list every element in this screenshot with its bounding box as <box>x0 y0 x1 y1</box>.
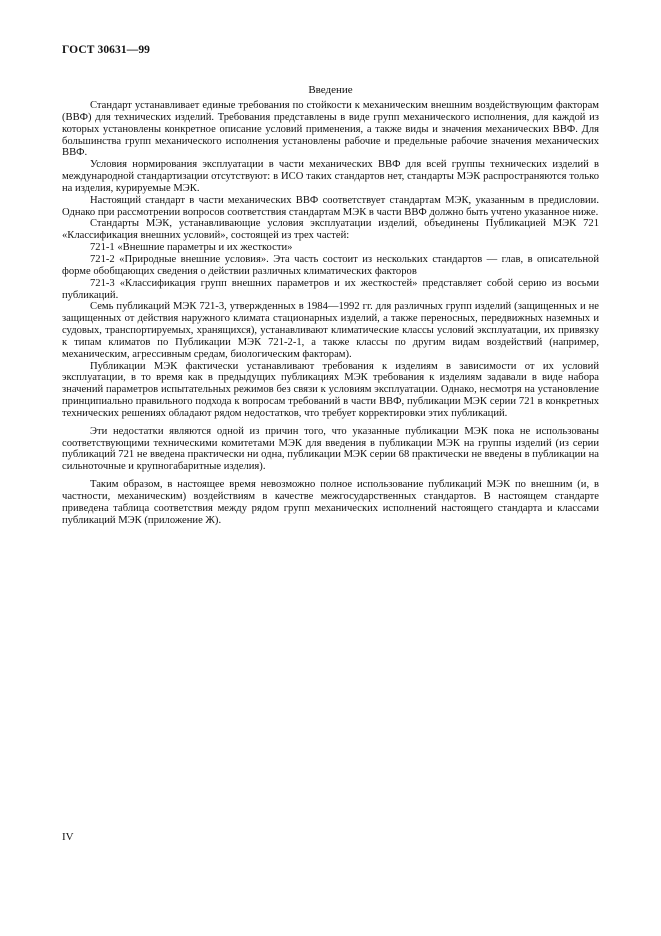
paragraph: Эти недостатки являются одной из причин того, что указанные публикации МЭК пока не использованы соответствующими техническими комитетами МЭК для введения в публикации МЭК на группы изделий (из серии публикаций 721 не введена практически ни одна, публикации МЭК серии 68 практически не введены в публикации на сильноточные и крупногабаритные изделия). <box>62 425 599 473</box>
page-number: IV <box>62 831 74 843</box>
paragraph: Настоящий стандарт в части механических ВВФ соответствует стандартам МЭК, указанным в предисловии. Однако при рассмотрении вопросов соответствия стандартам МЭК в части ВВФ должно быть учтено указанное ниже. <box>62 194 599 218</box>
paragraph: Семь публикаций МЭК 721-3, утвержденных в 1984—1992 гг. для различных групп изделий (защищенных и не защищенных от действия наружного климата стационарных изделий, а также переносных, передвижных наземных и судовых, транспортируемых, хранящихся), устанавливают климатические классы условий эксплуатации, их привязку к типам климатов по Публикации МЭК 721-2-1, а также классы по другим видам воздействий (например, механическим, агрессивным средам, биологическим факторам). <box>62 301 599 360</box>
document-code: ГОСТ 30631—99 <box>62 44 151 56</box>
paragraph: 721-1 «Внешние параметры и их жесткости» <box>90 242 293 254</box>
body-text <box>62 100 599 527</box>
paragraph: 721-3 «Классификация групп внешних параметров и их жесткостей» представляет собой серию из восьми публикаций. <box>62 277 599 301</box>
paragraph: Стандарт устанавливает единые требования по стойкости к механическим внешним воздействующим факторам (ВВФ) для технических изделий. Требования представлены в виде групп механического исполнения, для каждой из которых установлены конкретное описание условий применения, а также виды и значения механических ВВФ. Для большинства групп механического исполнения установлены рабочие и предельные рабочие значения механических ВВФ. <box>62 100 599 159</box>
paragraph: Таким образом, в настоящее время невозможно полное использование публикаций МЭК по внешним (и, в частности, механическим) воздействиям в качестве межгосударственных стандартов. В настоящем стандарте приведена таблица соответствия между рядом групп механических исполнений настоящего стандарта и классами публикаций МЭК (приложение Ж). <box>62 479 599 526</box>
paragraph: Условия нормирования эксплуатации в части механических ВВФ для всей группы технических изделий в международной стандартизации отсутствуют: в ИСО таких стандартов нет, стандарты МЭК распространяются только на изделия, курируемые МЭК. <box>62 159 599 194</box>
paragraph: Стандарты МЭК, устанавливающие условия эксплуатации изделий, объединены Публикацией МЭК 721 «Классификация внешних условий», состоящей из трех частей: <box>62 218 599 242</box>
paragraph: 721-2 «Природные внешние условия». Эта часть состоит из нескольких стандартов — глав, в описательной форме обобщающих сведения о действии различных климатических факторов <box>62 253 599 277</box>
paragraph: Публикации МЭК фактически устанавливают требования к изделиям в зависимости от их условий эксплуатации, в то время как в предыдущих публикациях МЭК требования к изделиям задавали в виде набора значений параметров испытательных режимов без связи к условиям эксплуатации. Однако, несмотря на установление принципиально правильного подхода к вопросам требований в части ВВФ, публикации МЭК серии 721 в конкретных технических решениях обладают рядом недостатков, что требует корректировки этих публикаций. <box>62 360 599 419</box>
section-title: Введение <box>308 84 353 96</box>
